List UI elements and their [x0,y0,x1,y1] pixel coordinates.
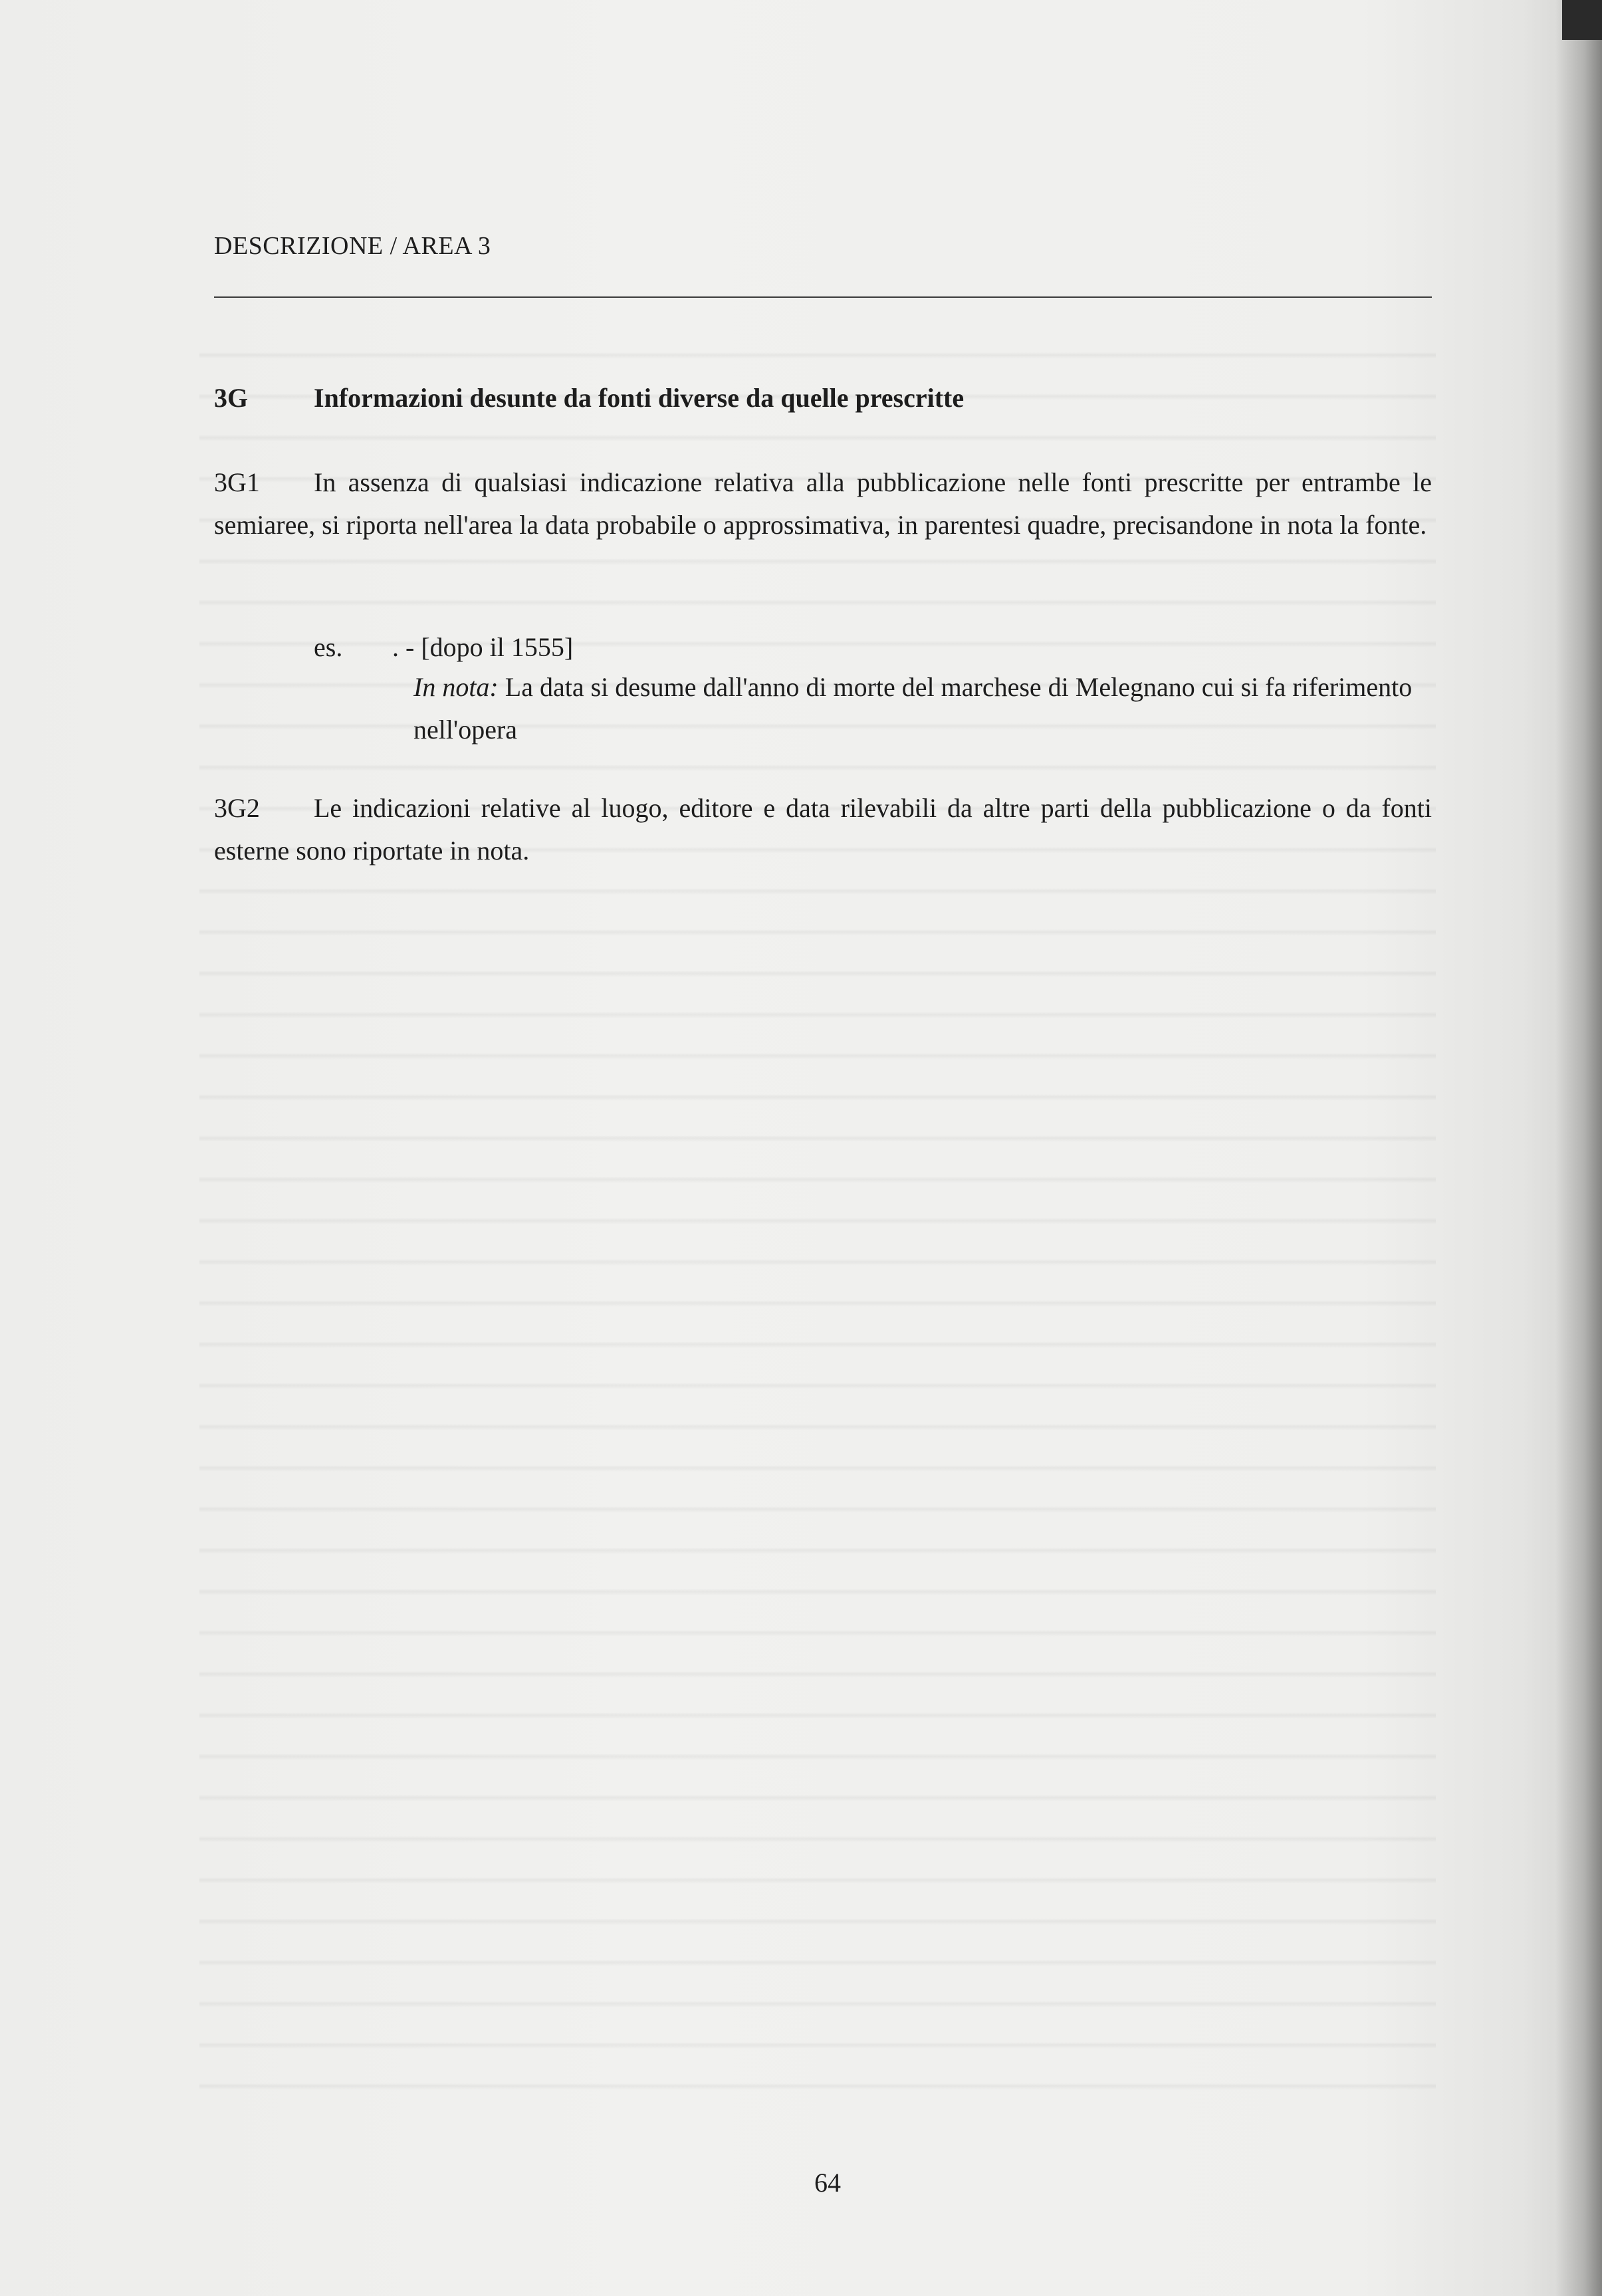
paragraph-3g2 [214,787,1432,872]
header-rule [214,296,1432,298]
paragraph-text: In assenza di qualsiasi indicazione relativa alla pubblicazione nelle fonti prescritte per entrambe le semiaree, si riporta nell'area la data probabile o approssimativa, in parentesi quadre, precisandone in nota la fonte. [214,467,1432,540]
page-edge-shadow [1555,0,1602,2296]
paragraph-number: 3G1 [214,467,260,497]
show-through-texture [199,332,1436,2101]
example [314,626,573,669]
paragraph-text: Le indicazioni relative al luogo, editore e data rilevabili da altre parti della pubblicazione o da fonti esterne sono riportate in nota. [214,793,1432,865]
page-number: 64 [814,2168,841,2198]
section-number: 3G [214,383,249,413]
section-heading [214,382,964,413]
paragraph-number: 3G2 [214,793,260,823]
example-label: es. [314,632,343,662]
scan-corner [1562,0,1602,40]
note-label: In nota: [413,672,499,702]
running-header: DESCRIZIONE / AREA 3 [214,232,491,260]
note-text: La data si desume dall'anno di morte del marchese di Melegnano cui si fa riferimento nell'opera [413,672,1413,745]
section-title: Informazioni desunte da fonti diverse da quelle prescritte [314,383,965,413]
paragraph-3g1 [214,461,1432,546]
example-note [413,666,1432,751]
example-value: . - [dopo il 1555] [392,632,574,662]
